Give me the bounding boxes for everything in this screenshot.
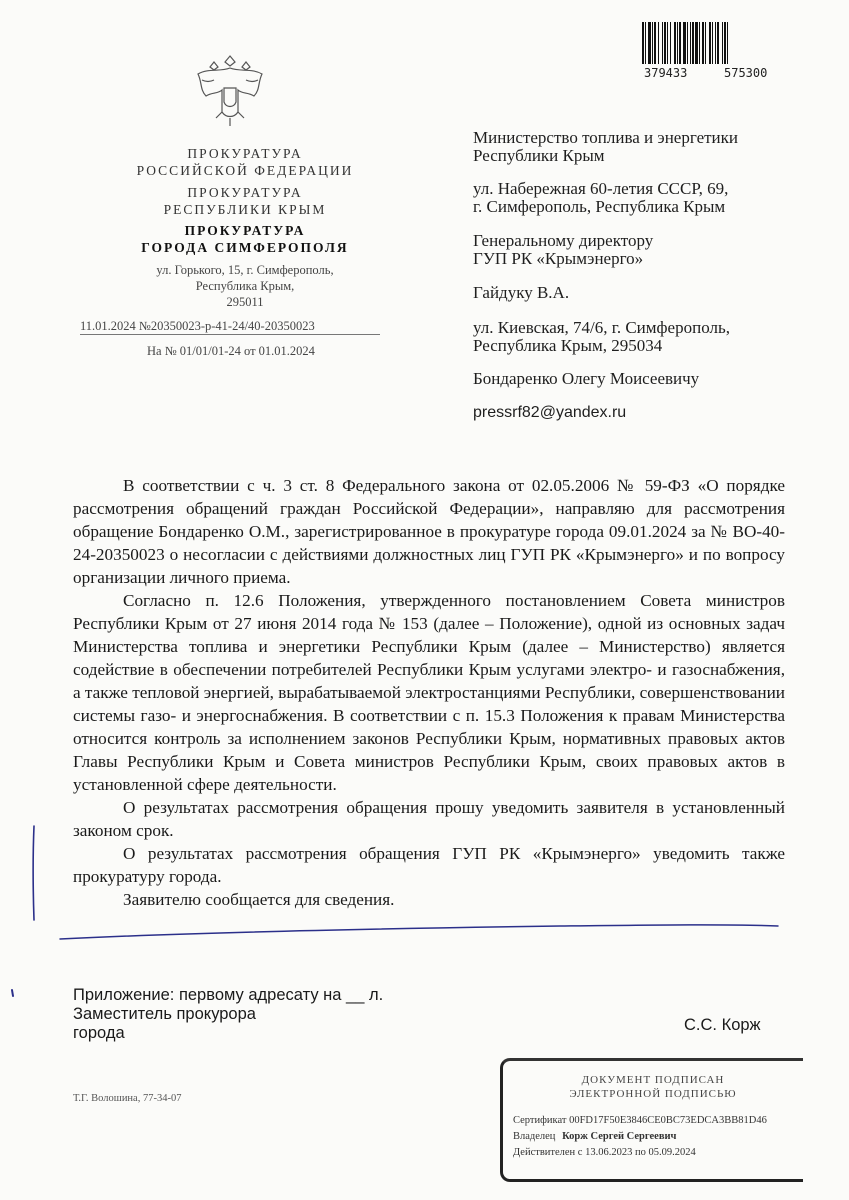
sender-line-4: РЕСПУБЛИКИ КРЫМ	[163, 202, 327, 217]
recipient-1-line-2: Республики Крым	[473, 146, 605, 165]
electronic-signature-stamp	[500, 1058, 803, 1182]
in-reply-to: На № 01/01/01-24 от 01.01.2024	[147, 344, 315, 358]
recipient-2-name: Гайдуку В.А.	[473, 283, 570, 302]
registration-number: 11.01.2024 №20350023-р-41-24/40-20350023	[80, 318, 380, 335]
recipient-2-line-2: ГУП РК «Крымэнерго»	[473, 249, 644, 268]
sender-line-5: ПРОКУРАТУРА	[184, 223, 306, 238]
sender-line-6: ГОРОДА СИМФЕРОПОЛЯ	[141, 240, 349, 255]
recipient-1-address-1: ул. Набережная 60-летия СССР, 69,	[473, 179, 729, 198]
recipient-1-line-1: Министерство топлива и энергетики	[473, 128, 739, 147]
stamp-title-2: ЭЛЕКТРОННОЙ ПОДПИСЬЮ	[569, 1088, 737, 1100]
signer-name: С.С. Корж	[684, 1016, 761, 1034]
executor-info: Т.Г. Волошина, 77-34-07	[73, 1093, 182, 1104]
paragraph-4: О результатах рассмотрения обращения ГУП РК «Крымэнерго» уведомить также прокуратуру города.	[73, 844, 785, 886]
recipient-1-address-2: г. Симферополь, Республика Крым	[473, 197, 726, 216]
dot-mark	[12, 990, 13, 996]
deputy-title-line-2: города	[73, 1024, 125, 1042]
sender-line-3: ПРОКУРАТУРА	[187, 185, 303, 200]
sender-line-2: РОССИЙСКОЙ ФЕДЕРАЦИИ	[136, 163, 354, 178]
recipient-2-address-1: ул. Киевская, 74/6, г. Симферополь,	[473, 318, 730, 337]
sender-line-1: ПРОКУРАТУРА	[187, 146, 303, 161]
barcode-number-right: 575300	[724, 66, 768, 80]
stamp-validity: Действителен с 13.06.2023 по 05.09.2024	[513, 1147, 696, 1158]
deputy-title-line-1: Заместитель прокурора	[73, 1005, 256, 1023]
stamp-owner	[513, 1129, 803, 1145]
margin-mark	[33, 826, 34, 920]
stamp-certificate: Сертификат 00FD17F50E3846CE0BC73EDCA3BB81D46	[513, 1115, 767, 1126]
sender-address-1: ул. Горького, 15, г. Симферополь,	[156, 263, 334, 277]
paragraph-2: Согласно п. 12.6 Положения, утвержденного постановлением Совета министров Республики Крым от 27 июня 2014 года № 153 (далее – Положение), одной из основных задач Министерства топлива и энергетики Республики Крым (далее – Министерство) является содействие в обеспечении потребителей Республики Крым услугами электро- и газоснабжения, а также тепловой энергией, вырабатываемой электростанциями Республики, совершенствовании системы газо- и энергоснабжения. В соответствии с п. 15.3 Положения к правам Министерства относится контроль за исполнением законов Республики Крым, нормативных правовых актов Главы Республики Крым и Совета министров Республики Крым, своих правовых актов в установленной сфере деятельности.	[73, 591, 786, 794]
stamp-owner-name: Корж Сергей Сергеевич	[562, 1131, 677, 1142]
stamp-owner-label: Владелец	[513, 1131, 556, 1142]
recipient-3-name: Бондаренко Олегу Моисеевичу	[473, 369, 700, 388]
recipient-2-address-2: Республика Крым, 295034	[473, 336, 663, 355]
underline-mark	[60, 925, 778, 939]
paragraph-3: О результатах рассмотрения обращения прошу уведомить заявителя в установленный законом срок.	[73, 798, 785, 840]
paragraph-1: В соответствии с ч. 3 ст. 8 Федерального закона от 02.05.2006 № 59-ФЗ «О порядке рассмотрения обращений граждан Российской Федерации», направляю для рассмотрения обращение Бондаренко О.М., зарегистрированное в прокуратуре города 09.01.2024 за № ВО-40-24-20350023 о несогласии с действиями должностных лиц ГУП РК «Крымэнерго» и по вопросу организации личного приема.	[73, 476, 785, 587]
recipient-3-email: pressrf82@yandex.ru	[473, 404, 627, 421]
paragraph-5: Заявителю сообщается для сведения.	[123, 890, 395, 909]
attachment-line: Приложение: первому адресату на __ л.	[73, 986, 384, 1004]
sender-address-3: 295011	[226, 295, 264, 309]
barcode-number-left: 379433	[644, 66, 688, 80]
recipient-2-line-1: Генеральному директору	[473, 231, 654, 250]
sender-address-2: Республика Крым,	[195, 279, 295, 293]
stamp-title-1: ДОКУМЕНТ ПОДПИСАН	[581, 1074, 725, 1086]
